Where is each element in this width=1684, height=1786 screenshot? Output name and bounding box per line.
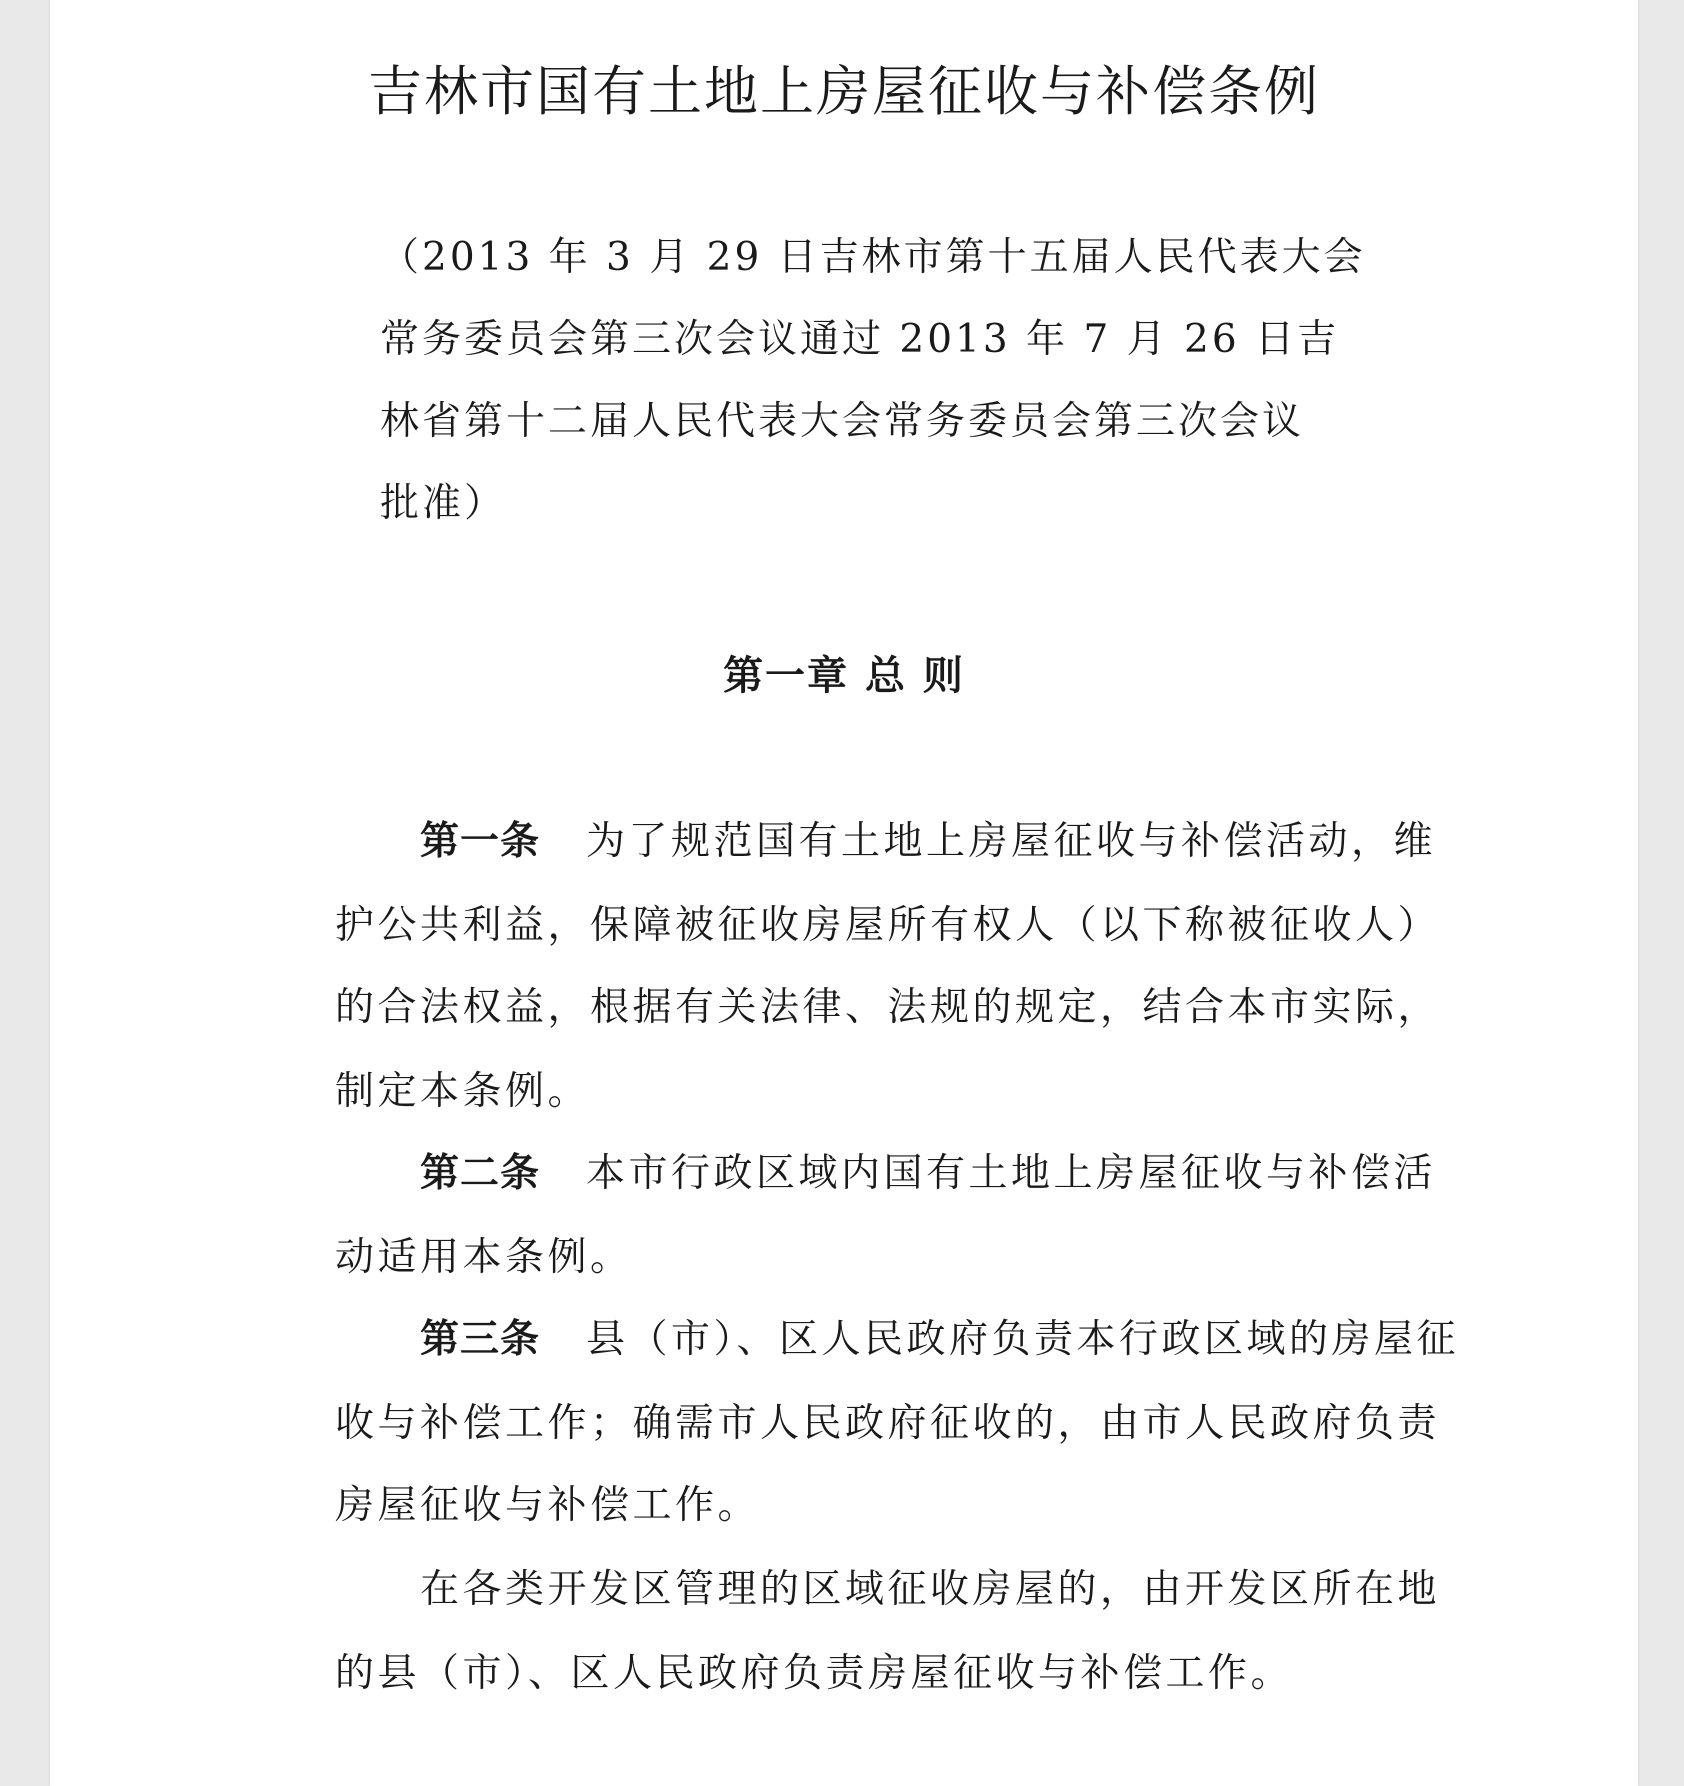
document-title: 吉林市国有土地上房屋征收与补偿条例	[368, 60, 1320, 123]
paragraph-line: 在各类开发区管理的区域征收房屋的，由开发区所在地	[420, 1567, 1441, 1612]
enactment-note-line: （2013 年 3 月 29 日吉林市第十五届人民代表大会	[380, 235, 1366, 280]
enactment-note-line: 林省第十二届人民代表大会常务委员会第三次会议	[380, 399, 1305, 444]
article-text-line: 房屋征收与补偿工作。	[335, 1483, 761, 1528]
article-label: 第一条	[420, 819, 541, 864]
article-text-line: 的合法权益，根据有关法律、法规的规定，结合本市实际，	[335, 985, 1441, 1030]
article-first-line	[420, 1300, 1459, 1380]
article-text: 本市行政区域内国有土地上房屋征收与补偿活	[586, 1151, 1437, 1196]
article-label: 第二条	[420, 1151, 541, 1196]
article-text: 为了规范国有土地上房屋征收与补偿活动，维	[586, 819, 1437, 864]
article-text-line: 制定本条例。	[335, 1069, 591, 1114]
article-text-line: 动适用本条例。	[335, 1235, 633, 1280]
enactment-note-line: 常务委员会第三次会议通过 2013 年 7 月 26 日吉	[380, 317, 1340, 362]
article-first-line	[420, 802, 1436, 882]
article-text-line: 收与补偿工作；确需市人民政府征收的，由市人民政府负责	[335, 1401, 1441, 1446]
chapter-heading: 第一章 总 则	[723, 653, 965, 699]
article-first-line	[420, 1134, 1436, 1214]
article-text: 县（市）、区人民政府负责本行政区域的房屋征	[586, 1317, 1460, 1362]
paragraph-line: 的县（市）、区人民政府负责房屋征收与补偿工作。	[335, 1651, 1294, 1696]
document-page	[50, 0, 1638, 1786]
article-label: 第三条	[420, 1317, 541, 1362]
enactment-note-line: 批准）	[380, 481, 507, 526]
article-text-line: 护公共利益，保障被征收房屋所有权人（以下称被征收人）	[335, 903, 1441, 948]
